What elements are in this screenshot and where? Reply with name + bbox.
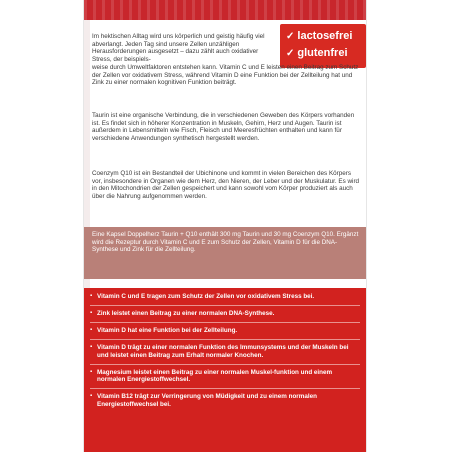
health-claims-panel bbox=[84, 288, 366, 452]
divider bbox=[90, 364, 360, 365]
badge-glutenfrei: ✓ glutenfrei bbox=[286, 47, 348, 59]
taurin-paragraph: Taurin ist eine organische Verbindung, die in verschiedenen Geweben des Körpers vorhanden ist. Es findet sich in höherer Konzentration in Muskeln, Gehirn, Herz und Augen. Taurin ist außerdem in Lebensmitteln wie Fisch, Fleisch und Meeresfrüchten enthalten und kann für verschiedene Anwendungen synthetisch hergestellt werden. bbox=[92, 112, 355, 142]
top-red-strip bbox=[84, 0, 366, 20]
divider bbox=[90, 339, 360, 340]
claim-item: ▪ Vitamin B12 trägt zur Verringerung von Müdigkeit und zu einem normalen Energiestoffwechsel bei. bbox=[90, 393, 360, 409]
check-icon: ✓ bbox=[286, 31, 295, 42]
divider bbox=[90, 388, 360, 389]
claim-item: ▪ Vitamin D hat eine Funktion bei der Zellteilung. bbox=[90, 327, 360, 335]
divider bbox=[90, 305, 360, 306]
claim-item: ▪ Magnesium leistet einen Beitrag zu einer normalen Muskel-funktion und einem normalen Energiestoffwechsel. bbox=[90, 369, 360, 385]
check-icon: ✓ bbox=[286, 48, 295, 59]
composition-info-box: Eine Kapsel Doppelherz Taurin + Q10 enthält 300 mg Taurin und 30 mg Coenzym Q10. Ergänzt wird die Rezeptur durch Vitamin C und E zum Schutz der Zellen, Vitamin D für die DNA-Synthese und Zink für die Zellteilung. bbox=[84, 227, 366, 279]
badge-lactosefrei: ✓ lactosefrei bbox=[286, 30, 353, 42]
intro-paragraph: Im hektischen Alltag wird uns körperlich und geistig häufig viel abverlangt. Jeden Tag sind unsere Zellen unzähligen Herausforderungen ausgesetzt – dazu zählt auch oxidativer Stress, der beispiels- bbox=[92, 33, 265, 63]
coenzym-paragraph: Coenzym Q10 ist ein Bestandteil der Ubichinone und kommt in vielen Bereichen des Körpers vor, insbesondere in Organen wie dem Herz, den Nieren, der Leber und der Muskulatur. Es wird in den Mitochondrien der Zellen gespeichert und kann sowohl vom Körper produziert als auch über die Nahrung aufgenommen werden. bbox=[92, 170, 360, 200]
divider bbox=[90, 322, 360, 323]
intro-paragraph-continued: weise durch Umweltfaktoren entstehen kann. Vitamin C und E leisten einen Beitrag zum Schutz der Zellen vor oxidativem Stress, während Vitamin D eine Funktion bei der Zellteilung hat und Zink zu einer normalen kognitiven Funktion beiträgt. bbox=[92, 64, 359, 87]
claim-item: ▪ Zink leistet einen Beitrag zu einer normalen DNA-Synthese. bbox=[90, 310, 360, 318]
product-box-back bbox=[84, 0, 366, 452]
free-from-badge bbox=[280, 24, 366, 68]
claim-item: ▪ Vitamin C und E tragen zum Schutz der Zellen vor oxidativem Stress bei. bbox=[90, 293, 360, 301]
claim-item: ▪ Vitamin D trägt zu einer normalen Funktion des Immunsystems und der Muskeln bei und leistet einen Beitrag zum Erhalt normaler Knochen. bbox=[90, 344, 360, 360]
